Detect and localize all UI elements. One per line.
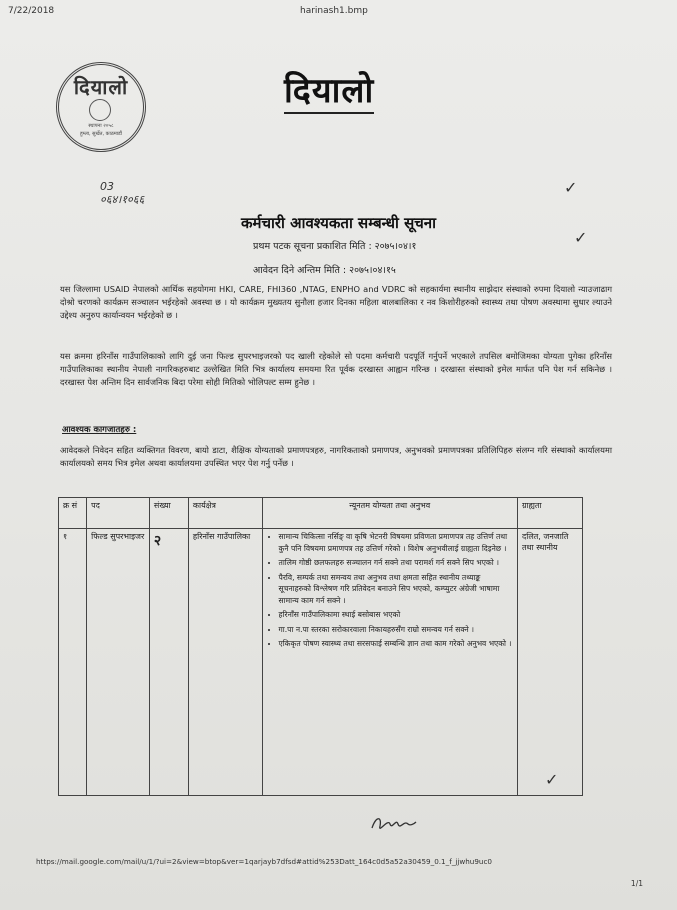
requirement-item: • तालिम गोष्ठी छलफलहरु सञ्चालन गर्न सक्ने तथा परामर्श गर्न सक्ने सिप भएको । — [279, 557, 514, 569]
signature-icon — [368, 812, 418, 836]
col-header-requirements: न्यूनतम योग्यता तथा अनुभव — [262, 498, 518, 529]
seal-emblem-icon — [89, 99, 111, 121]
notice-title: कर्मचारी आवश्यकता सम्बन्धी सूचना — [240, 214, 436, 232]
col-header-sn: क्र सं — [59, 498, 87, 529]
requirement-item: • गा.पा न.पा स्तरका सरोकारवाला निकायहरुसँग राम्रो समन्वय गर्न सक्ने । — [279, 624, 514, 636]
documents-heading: आवश्यक कागजातहरु : — [62, 425, 137, 435]
cell-post: फिल्ड सुपरभाइजर — [87, 529, 150, 796]
application-deadline: आवेदन दिने अन्तिम मिति : २०७५।०४।१५ — [253, 265, 396, 276]
print-url: https://mail.google.com/mail/u/1/?ui=2&view=btop&ver=1qarjayb7dfsd#attid%253Datt_164c0d5a52a30459_0.1_f_jjwhu9uc0 — [36, 857, 492, 866]
cell-count: २ — [149, 529, 188, 796]
table-header-row — [59, 498, 583, 529]
vacancy-table — [58, 497, 583, 796]
cell-requirements — [262, 529, 518, 796]
cell-sn: १ — [59, 529, 87, 796]
col-header-count: संख्या — [149, 498, 188, 529]
table-row — [59, 529, 583, 796]
intro-paragraph: यस जिल्लामा USAID नेपालको आर्थिक सहयोगमा HKI, CARE, FHI360 ,NTAG, ENPHO and VDRC को सहकार्यमा स्थानीय साझेदार संस्थाको रुपमा दियालो न्याउजाढाग दोश्रो चरणको कार्यक्रम सञ्चालन भईरहेको अवस्था छ । यो कार्यक्रम मुख्यतय सुनौला हजार दिनका महिला बालबालिका र नव किशोरीहरुको स्वास्थ्य तथा पोषण अवस्थामा सुधार ल्याउने उद्देश्य अनुरुप कार्यान्वयन भईरहेको छ । — [60, 284, 612, 320]
reference-number-1: 03 — [100, 180, 114, 193]
print-date: 7/22/2018 — [8, 6, 55, 16]
seal-title: दियालो — [73, 75, 129, 99]
col-header-area: कार्यक्षेत्र — [188, 498, 262, 529]
requirements-list — [267, 531, 514, 650]
print-filename: harinash1.bmp — [300, 6, 368, 16]
letterhead-logo: दियालो — [284, 70, 374, 114]
pen-mark-icon: ✓ — [564, 178, 578, 197]
requirement-item: • हरिनाँस गाउँपालिकामा स्थाई बसोबास भएको — [279, 609, 514, 621]
requirement-item: • पैरवि, सम्पर्क तथा समन्वय तथा अनुभव तथा क्षमता सहित स्थानीय तथ्याङ्क सूचनाहरुको विश्लेषण गरि प्रतिवेदन बनाउने सिप भएको, कम्प्युटर अंग्रेजी भाषामा सामान्य काम गर्न सक्ने । — [279, 572, 514, 607]
reference-number-2: ०६४।१०६६ — [100, 193, 145, 206]
print-page-number: 1/1 — [630, 879, 643, 888]
col-header-eligibility: ग्राह्यता — [518, 498, 583, 529]
organization-seal — [56, 62, 146, 152]
first-publication-date: प्रथम पटक सूचना प्रकाशित मिति : २०७५।०४।१ — [253, 241, 417, 252]
col-header-post: पद — [87, 498, 150, 529]
pen-mark-icon: ✓ — [574, 228, 588, 247]
cell-area: हरिनाँस गाउँपालिका — [188, 529, 262, 796]
seal-year: स्थापना २०५८ — [88, 123, 114, 129]
vacancy-paragraph: यस क्रममा हरिनाँस गाउँपालिकाको लागि दुई जना फिल्ड सुपरभाइजरको पद खाली रहेकोले सो पदमा कर्मचारी पदपूर्ति गर्नुपर्ने भएकाले तपसिल बमोजिमका योग्यता पुगेका हरिनाँस गाउँपालिकाका स्थानीय नेपाली नागरिकहरुबाट उल्लेखित मिति भित्र कार्यालय समयमा रित पूर्वक दरखास्त आह्वान गरिन्छ । दरखास्त संस्थाको इमेल मार्फत पनि पेश गर्न सकिनेछ । दरखास्त पेश अन्तिम दिन सार्वजनिक बिदा परेमा सोही मितिको भोलिपल्ट सम्म हुनेछ । — [60, 351, 612, 387]
requirement-item: • सामान्य चिकित्सा नर्सिङ् वा कृषि भेटनरी विषयमा प्रविणता प्रमाणपत्र तह उत्तिर्ण तथा कुनै पनि विषयमा प्रमाणपत्र तह उत्तिर्ण गरेको । विशेष अनुभवीलाई ग्राह्यता दिइनेछ । — [279, 531, 514, 554]
requirement-item: • एकिकृत पोषण स्वास्थ्य तथा सरसफाई सम्बन्धि ज्ञान तथा काम गरेको अनुभव भएको । — [279, 638, 514, 650]
cell-eligibility: दलित, जनजाति तथा स्थानीय — [518, 529, 583, 796]
seal-address: हुम्ला, सुर्खेत, काठमाडौं — [80, 131, 122, 137]
documents-paragraph: आवेदकले निवेदन सहित व्यक्तिगत विवरण, बायो डाटा, शैक्षिक योग्यताको प्रमाणपत्रहरु, नागरिकताको प्रमाणपत्र, अनुभवको प्रमाणपत्रका प्रतिलिपिहरु संलग्न गरि संस्थाको कार्यालयमा कार्यालयको समय भित्र इमेल अथवा कार्यालयमा उपस्थित भएर पेश गर्नु पर्नेछ । — [60, 445, 612, 468]
pen-mark-icon: ✓ — [545, 770, 559, 789]
